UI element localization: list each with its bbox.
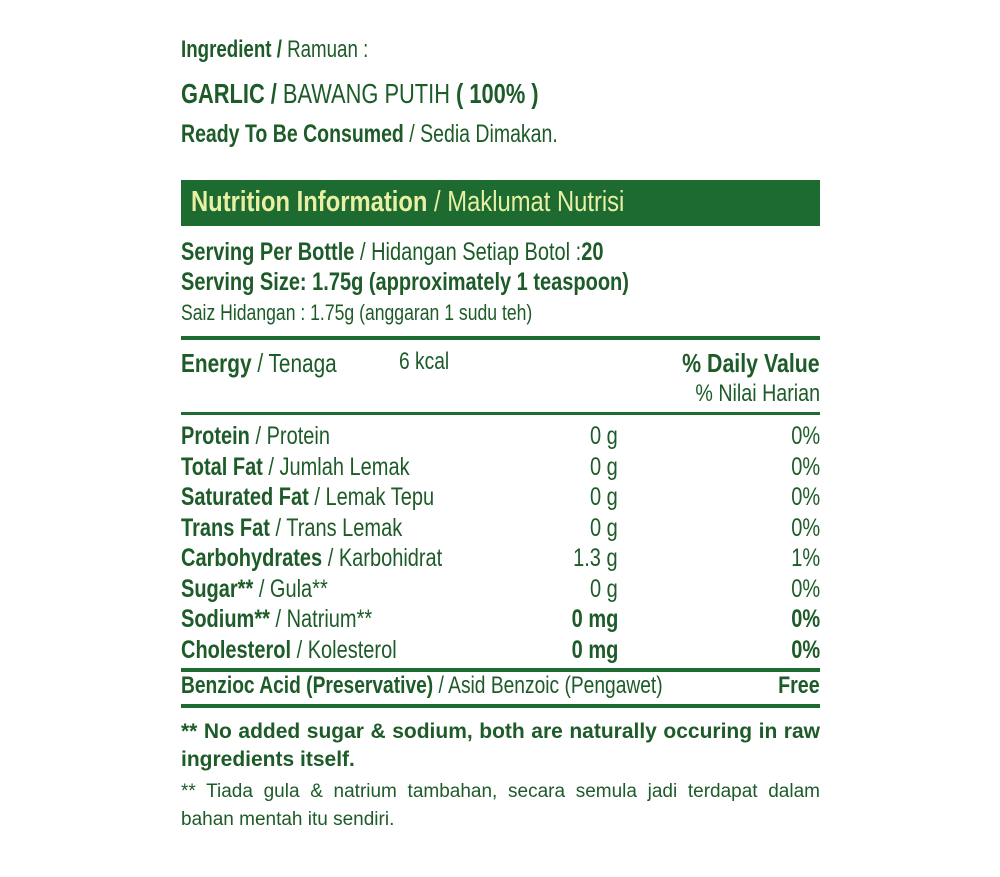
energy-label-bm: / Tenaga bbox=[257, 348, 337, 378]
ingredient-separator: / bbox=[276, 36, 282, 63]
ingredient-label-bm: Ramuan : bbox=[287, 36, 369, 63]
nutrient-name-bm: / Lemak Tepu bbox=[314, 483, 435, 511]
nutrient-row bbox=[181, 544, 820, 575]
nutrient-name-en: Total Fat bbox=[181, 452, 263, 481]
nutrient-row bbox=[181, 422, 820, 453]
nutrient-amount: 0 mg bbox=[571, 635, 618, 664]
nutrient-daily-value: 0% bbox=[791, 574, 820, 603]
nutrient-name-bm: / Kolesterol bbox=[296, 635, 397, 664]
serving-size-en-text: Serving Size: 1.75g (approximately 1 teaspoon) bbox=[181, 268, 629, 296]
serving-size-en bbox=[181, 268, 741, 297]
nutrient-name-en: Protein bbox=[181, 422, 250, 450]
serving-per-bottle-en: Serving Per Bottle bbox=[181, 238, 355, 266]
daily-value-subtitle-text: % Nilai Harian bbox=[695, 380, 820, 407]
nutrient-amount: 1.3 g bbox=[573, 544, 618, 572]
preservative-row bbox=[181, 672, 820, 704]
ingredient-label-en: Ingredient bbox=[181, 36, 272, 63]
serving-per-bottle bbox=[181, 238, 709, 267]
footnote-bm: ** Tiada gula & natrium tambahan, secara semula jadi terdapat dalam bahan mentah itu sendiri. bbox=[181, 781, 820, 830]
ingredient-percent: ( 100% ) bbox=[456, 78, 539, 109]
energy-label bbox=[181, 348, 376, 379]
nutrient-row bbox=[181, 575, 820, 606]
nutrient-name-en: Sodium** bbox=[181, 605, 270, 633]
ingredient-name-separator: / bbox=[270, 78, 277, 109]
nutrient-daily-value: 0% bbox=[791, 635, 820, 664]
preservative-label-bm: / Asid Benzoic (Pengawet) bbox=[438, 672, 663, 699]
nutrient-daily-value: 0% bbox=[791, 605, 820, 633]
nutrient-amount: 0 mg bbox=[571, 605, 618, 633]
nutrient-name-bm: / Protein bbox=[255, 422, 330, 450]
nutrient-amount: 0 g bbox=[590, 452, 618, 481]
nutrient-name-bm: / Jumlah Lemak bbox=[268, 452, 410, 481]
nutrient-name-bm: / Gula** bbox=[258, 574, 328, 603]
energy-value bbox=[399, 348, 462, 376]
nutrient-daily-value: 0% bbox=[791, 452, 820, 481]
nutrient-name-en: Carbohydrates bbox=[181, 544, 323, 572]
nutrition-title-en: Nutrition Information bbox=[191, 186, 428, 218]
daily-value-title-text: % Daily Value bbox=[682, 348, 820, 378]
nutrient-name-bm: / Natrium** bbox=[275, 605, 373, 633]
ingredient-name-line bbox=[181, 78, 639, 110]
ready-en: Ready To Be Consumed bbox=[181, 120, 404, 148]
ready-bm: Sedia Dimakan. bbox=[420, 120, 558, 148]
nutrient-row bbox=[181, 636, 820, 667]
serving-per-bottle-bm: / Hidangan Setiap Botol : bbox=[359, 238, 582, 266]
serving-size-bm-text: Saiz Hidangan : 1.75g (anggaran 1 sudu teh) bbox=[181, 300, 533, 325]
serving-size-bm bbox=[181, 300, 620, 326]
preservative-value: Free bbox=[778, 672, 820, 699]
nutrient-daily-value: 0% bbox=[791, 483, 820, 511]
nutrient-name-en: Trans Fat bbox=[181, 513, 270, 542]
nutrient-amount: 0 g bbox=[590, 513, 618, 542]
daily-value-subtitle bbox=[668, 380, 820, 408]
nutrition-title-bm: / Maklumat Nutrisi bbox=[434, 186, 625, 218]
ingredient-line bbox=[181, 36, 421, 64]
nutrient-amount: 0 g bbox=[590, 422, 618, 450]
ready-separator: / bbox=[409, 120, 415, 148]
ingredient-name-en: GARLIC bbox=[181, 78, 265, 109]
nutrient-name-bm: / Karbohidrat bbox=[327, 544, 443, 572]
nutrient-amount: 0 g bbox=[590, 574, 618, 603]
footnote-en: ** No added sugar & sodium, both are naturally occuring in raw ingredients itself. bbox=[181, 720, 820, 771]
divider-energy bbox=[181, 412, 820, 415]
nutrition-header-bar bbox=[181, 180, 820, 226]
daily-value-title bbox=[652, 348, 820, 379]
preservative-label-en: Benzioc Acid (Preservative) bbox=[181, 672, 434, 699]
nutrient-name-en: Sugar** bbox=[181, 574, 254, 603]
divider-preservative-bottom bbox=[181, 704, 820, 708]
nutrient-name-en: Cholesterol bbox=[181, 635, 292, 664]
nutrient-daily-value: 1% bbox=[791, 544, 820, 572]
nutrient-name-bm: / Trans Lemak bbox=[275, 513, 403, 542]
nutrient-daily-value: 0% bbox=[791, 422, 820, 450]
nutrient-amount: 0 g bbox=[590, 483, 618, 511]
ingredient-name-bm: BAWANG PUTIH bbox=[282, 78, 450, 109]
nutrient-daily-value: 0% bbox=[791, 513, 820, 542]
serving-per-bottle-value: 20 bbox=[581, 238, 604, 266]
energy-label-en: Energy bbox=[181, 348, 252, 378]
nutrient-row bbox=[181, 514, 820, 545]
nutrient-row bbox=[181, 605, 820, 636]
nutrient-name-en: Saturated Fat bbox=[181, 483, 309, 511]
divider-top bbox=[181, 336, 820, 340]
energy-value-text: 6 kcal bbox=[399, 348, 450, 375]
nutrient-row bbox=[181, 453, 820, 484]
nutrient-row bbox=[181, 483, 820, 514]
ready-line bbox=[181, 120, 664, 149]
